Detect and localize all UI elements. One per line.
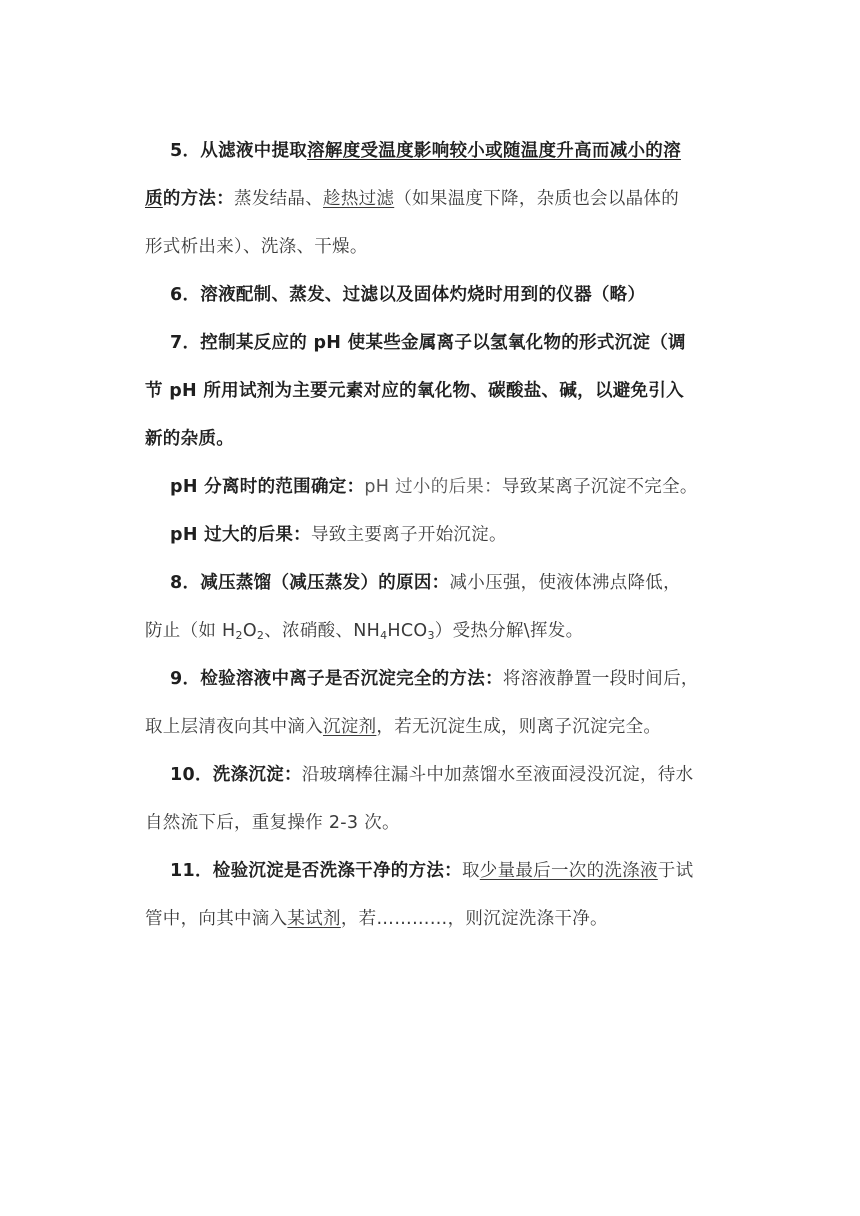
item-10-heading: 洗涤沉淀：: [212, 765, 302, 785]
item-11-text-2a: 管中，向其中滴入: [145, 909, 288, 929]
item-9-heading: 检验溶液中离子是否沉淀完全的方法：: [200, 669, 503, 689]
item-7-line-2: [145, 367, 730, 415]
item-10-text-1: 沿玻璃棒往漏斗中加蒸馏水至液面浸没沉淀，待水: [301, 765, 694, 785]
item-5-heading: 从滤液中提取: [200, 141, 308, 161]
item-8-line-1: [145, 559, 730, 607]
item-6-line: [145, 271, 730, 319]
item-11-line-1: [145, 847, 730, 895]
item-11-number: 11．: [170, 861, 213, 881]
item-5-line-1: [145, 127, 730, 175]
item-11-text-1a: 取: [461, 861, 480, 881]
h2o2-subscript-o: 2: [256, 629, 265, 642]
item-5-heading-tail: 的方法：: [162, 189, 235, 209]
item-11-text-1b: 于试: [657, 861, 694, 881]
item-5-number: 5．: [170, 141, 201, 161]
item-10-text-2: 自然流下后，重复操作 2-3 次。: [145, 813, 400, 833]
item-7-line-1: [145, 319, 730, 367]
item-8-heading: 减压蒸馏（减压蒸发）的原因：: [200, 573, 450, 593]
item-5-text-3: 形式析出来）、洗涤、干燥。: [145, 237, 368, 257]
item-5-heading-underlined-wrap: 质: [145, 189, 163, 209]
item-7-heading-2: 节 pH 所用试剂为主要元素对应的氧化物、碳酸盐、碱，以避免引入: [145, 381, 684, 401]
ph-too-small-result: 导致某离子沉淀不完全。: [501, 477, 698, 497]
item-9-text-1: 将溶液静置一段时间后，: [502, 669, 699, 689]
item-7-line-3: [145, 415, 730, 463]
item-6-heading: 溶液配制、蒸发、过滤以及固体灼烧时用到的仪器（略）: [200, 285, 646, 305]
item-11-text-2b: ，若…………，则沉淀洗涤干净。: [340, 909, 608, 929]
item-8-text-1: 减小压强，使液体沸点降低，: [449, 573, 681, 593]
ph-too-large-result: 导致主要离子开始沉淀。: [310, 525, 507, 545]
item-9-text-2a: 取上层清夜向其中滴入: [145, 717, 323, 737]
item-9-line-1: [145, 655, 730, 703]
ph-too-small-label: pH 过小的后果：: [364, 477, 502, 497]
item-10-line-2: [145, 799, 730, 847]
item-10-number: 10．: [170, 765, 213, 785]
item-5-heading-underlined-end: 溶: [663, 141, 681, 161]
item-8-text-2e: ）受热分解\挥发。: [434, 621, 584, 641]
item-11-underlined-reagent: 某试剂: [287, 909, 341, 929]
item-10-line-1: [145, 751, 730, 799]
h2o2-subscript-h: 2: [235, 629, 243, 642]
item-5-heading-underlined: 溶解度受温度影响较小或随温度升高而减小的: [307, 141, 664, 161]
item-5-line-2: [145, 175, 730, 223]
item-9-underlined-reagent: 沉淀剂: [323, 717, 377, 737]
item-9-text-2b: ，若无沉淀生成，则离子沉淀完全。: [376, 717, 662, 737]
item-6-number: 6．: [170, 285, 201, 305]
item-11-underlined-sample: 少量最后一次的洗涤液: [479, 861, 658, 881]
item-5-line-3: [145, 223, 730, 271]
item-8-text-2a: 防止（如 H: [145, 621, 236, 641]
item-5-text: 蒸发结晶、: [234, 189, 324, 209]
hco3-subscript: 3: [427, 629, 435, 642]
item-11-line-2: [145, 895, 730, 943]
item-8-text-2b: O: [242, 621, 257, 641]
ph-range-heading: pH 分离时的范围确定：: [170, 477, 365, 497]
item-9-number: 9．: [170, 669, 201, 689]
ph-too-large-line: [145, 511, 730, 559]
item-7-number: 7．: [170, 333, 201, 353]
nh4-subscript: 4: [380, 629, 388, 642]
ph-too-large-heading: pH 过大的后果：: [170, 525, 311, 545]
item-9-line-2: [145, 703, 730, 751]
item-8-text-2c: 、浓硝酸、NH: [264, 621, 381, 641]
item-5-text-2: （如果温度下降，杂质也会以晶体的: [394, 189, 680, 209]
item-7-heading-3: 新的杂质。: [145, 429, 234, 449]
item-5-underlined-text: 趁热过滤: [323, 189, 395, 209]
item-11-heading: 检验沉淀是否洗涤干净的方法：: [212, 861, 462, 881]
item-7-heading-1: 控制某反应的 pH 使某些金属离子以氢氧化物的形式沉淀（调: [200, 333, 686, 353]
item-8-number: 8．: [170, 573, 201, 593]
item-8-text-2d: HCO: [387, 621, 428, 641]
ph-range-line: [145, 463, 730, 511]
item-8-line-2: [145, 607, 730, 655]
